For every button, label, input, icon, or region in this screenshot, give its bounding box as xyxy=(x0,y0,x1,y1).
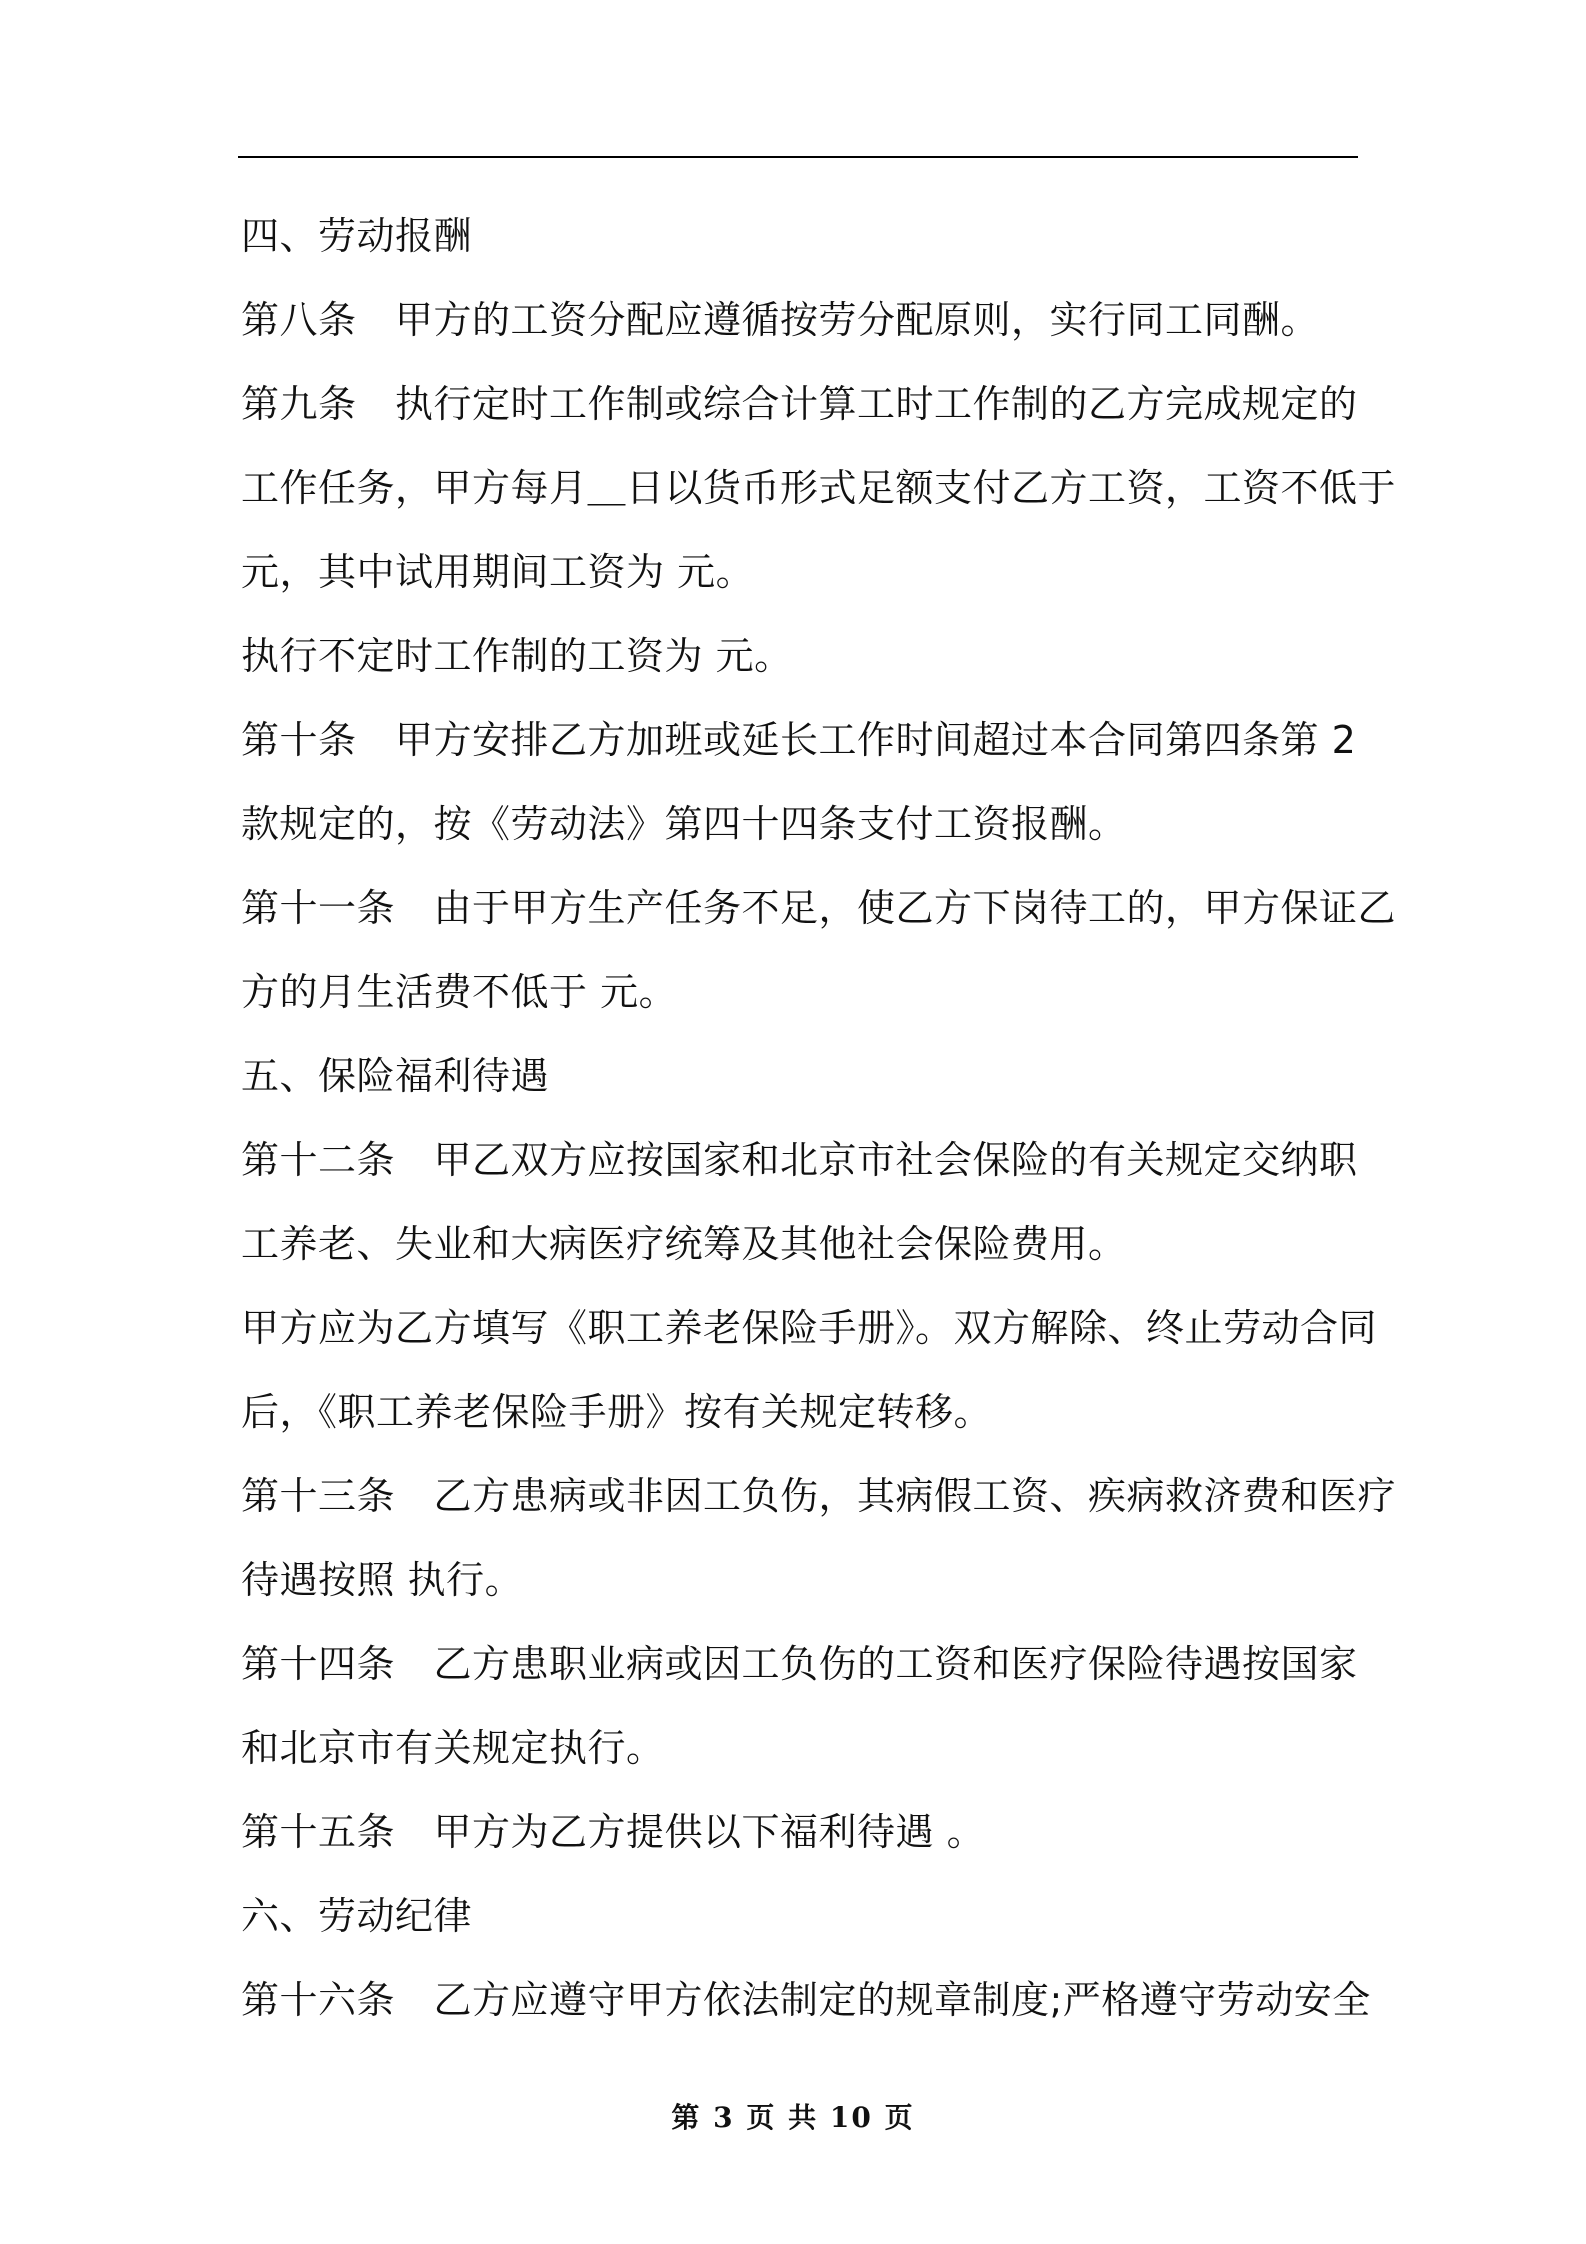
document-body xyxy=(241,205,1397,2053)
article-9-line-4: 执行不定时工作制的工资为 元。 xyxy=(241,634,793,678)
article-15-line-1: 第十五条 甲方为乙方提供以下福利待遇 。 xyxy=(241,1810,986,1854)
section-heading-insurance-welfare: 五、保险福利待遇 xyxy=(241,1054,550,1098)
section-heading-labor-remuneration: 四、劳动报酬 xyxy=(241,214,473,258)
article-13-line-2: 待遇按照 执行。 xyxy=(241,1558,524,1602)
article-14-line-2: 和北京市有关规定执行。 xyxy=(241,1726,665,1770)
article-8-line-1: 第八条 甲方的工资分配应遵循按劳分配原则，实行同工同酬。 xyxy=(241,298,1320,342)
article-10-line-1: 第十条 甲方安排乙方加班或延长工作时间超过本合同第四条第 2 xyxy=(241,718,1357,762)
article-11-line-1: 第十一条 由于甲方生产任务不足，使乙方下岗待工的，甲方保证乙 xyxy=(241,886,1397,930)
header-rule xyxy=(238,156,1358,158)
article-12-line-4: 后，《职工养老保险手册》按有关规定转移。 xyxy=(241,1390,993,1434)
article-9-line-1: 第九条 执行定时工作制或综合计算工时工作制的乙方完成规定的 xyxy=(241,382,1358,426)
page-number-footer: 第 3 页 共 10 页 xyxy=(671,2101,915,2134)
article-12-line-2: 工养老、失业和大病医疗统筹及其他社会保险费用。 xyxy=(241,1222,1127,1266)
article-12-line-1: 第十二条 甲乙双方应按国家和北京市社会保险的有关规定交纳职 xyxy=(241,1138,1358,1182)
article-16-line-1: 第十六条 乙方应遵守甲方依法制定的规章制度;严格遵守劳动安全 xyxy=(241,1978,1371,2022)
article-14-line-1: 第十四条 乙方患职业病或因工负伤的工资和医疗保险待遇按国家 xyxy=(241,1642,1358,1686)
article-13-line-1: 第十三条 乙方患病或非因工负伤，其病假工资、疾病救济费和医疗 xyxy=(241,1474,1397,1518)
article-9-line-3: 元，其中试用期间工资为 元。 xyxy=(241,550,755,594)
section-heading-labor-discipline: 六、劳动纪律 xyxy=(241,1894,473,1938)
article-12-line-3: 甲方应为乙方填写《职工养老保险手册》。双方解除、终止劳动合同 xyxy=(241,1306,1378,1350)
article-11-line-2: 方的月生活费不低于 元。 xyxy=(241,970,678,1014)
article-9-line-2: 工作任务，甲方每月＿日以货币形式足额支付乙方工资，工资不低于 xyxy=(241,466,1397,510)
article-10-line-2: 款规定的，按《劳动法》第四十四条支付工资报酬。 xyxy=(241,802,1127,846)
